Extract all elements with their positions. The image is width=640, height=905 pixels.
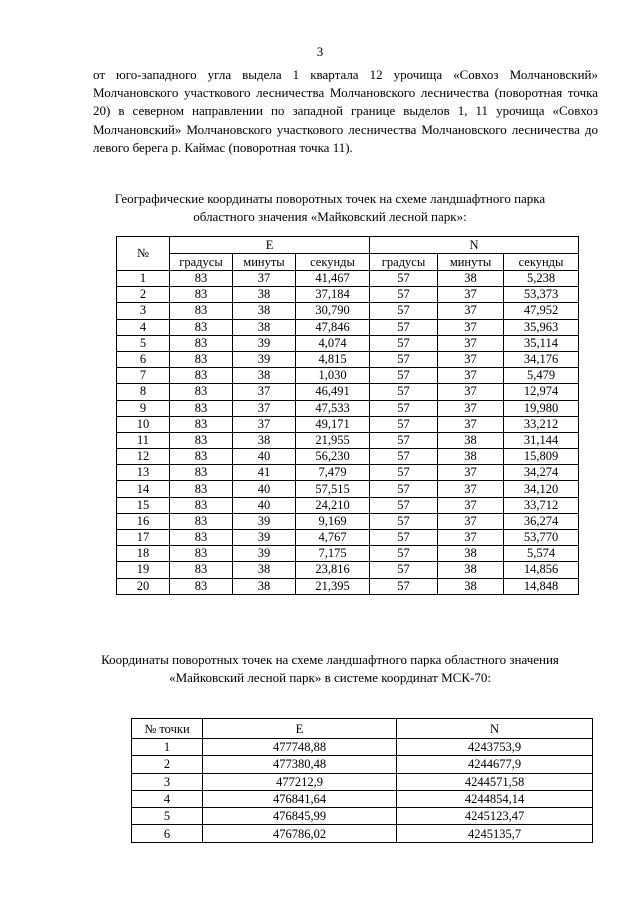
table-cell: 13 <box>117 465 170 481</box>
table-cell: 23,816 <box>296 562 370 578</box>
table-cell: 2 <box>117 287 170 303</box>
table-row <box>117 513 579 529</box>
table-cell: 38 <box>233 319 296 335</box>
table-cell: 83 <box>170 578 233 594</box>
table-row <box>117 530 579 546</box>
table-cell: 3 <box>132 773 203 790</box>
table-cell: 19,980 <box>504 400 579 416</box>
table-cell: 30,790 <box>296 303 370 319</box>
table-cell: 18 <box>117 546 170 562</box>
table-cell: 83 <box>170 416 233 432</box>
table-row <box>117 578 579 594</box>
sub-header-n-degrees: градусы <box>370 254 438 271</box>
table-cell: 37 <box>438 416 504 432</box>
table-cell: 12,974 <box>504 384 579 400</box>
table-cell: 37 <box>438 303 504 319</box>
table-cell: 57 <box>370 449 438 465</box>
table-cell: 7 <box>117 368 170 384</box>
table-row <box>132 825 593 842</box>
e-header: E <box>203 719 397 739</box>
table-cell: 38 <box>233 578 296 594</box>
table-cell: 37 <box>438 513 504 529</box>
table-row <box>117 319 579 335</box>
table-cell: 6 <box>117 351 170 367</box>
table-row <box>117 465 579 481</box>
table-cell: 11 <box>117 432 170 448</box>
table-cell: 39 <box>233 513 296 529</box>
table-cell: 37 <box>438 319 504 335</box>
table-cell: 37 <box>233 271 296 287</box>
table-cell: 53,373 <box>504 287 579 303</box>
body-paragraph: от юго-западного угла выдела 1 квартала 12 урочища «Совхоз Молчановский» Молчановского участкового лесничества Молчановского лесничества (поворотная точка 20) в северном направлении по западной границе выделов 1, 11 урочища «Совхоз Молчановский» Молчановского участкового лесничества Молчановского лесничества до левого берега р. Каймас (поворотная точка 11). <box>93 67 598 155</box>
table-cell: 9,169 <box>296 513 370 529</box>
sub-header-n-minutes: минуты <box>438 254 504 271</box>
table-cell: 12 <box>117 449 170 465</box>
table-cell: 8 <box>117 384 170 400</box>
table-row <box>132 773 593 790</box>
table-cell: 83 <box>170 335 233 351</box>
table-cell: 37 <box>233 416 296 432</box>
table-row <box>117 335 579 351</box>
table-cell: 57 <box>370 287 438 303</box>
table-cell: 57 <box>370 368 438 384</box>
table-cell: 38 <box>438 546 504 562</box>
table-row <box>117 562 579 578</box>
table-cell: 57 <box>370 351 438 367</box>
table-cell: 7,175 <box>296 546 370 562</box>
point-num-header: № точки <box>132 719 203 739</box>
table-cell: 14,848 <box>504 578 579 594</box>
table-cell: 83 <box>170 481 233 497</box>
table-cell: 37 <box>233 384 296 400</box>
table-cell: 83 <box>170 530 233 546</box>
table-cell: 40 <box>233 481 296 497</box>
table-cell: 83 <box>170 368 233 384</box>
table-cell: 83 <box>170 384 233 400</box>
table-cell: 36,274 <box>504 513 579 529</box>
table-row <box>132 808 593 825</box>
table-cell: 38 <box>233 368 296 384</box>
table-cell: 37 <box>438 530 504 546</box>
table-cell: 5,574 <box>504 546 579 562</box>
table-cell: 5 <box>132 808 203 825</box>
table-cell: 14 <box>117 481 170 497</box>
table-cell: 15,809 <box>504 449 579 465</box>
table-cell: 47,846 <box>296 319 370 335</box>
table-cell: 38 <box>438 432 504 448</box>
table-cell: 39 <box>233 546 296 562</box>
table-cell: 38 <box>233 287 296 303</box>
table-row <box>117 287 579 303</box>
table-cell: 35,114 <box>504 335 579 351</box>
table-cell: 57 <box>370 319 438 335</box>
table-cell: 39 <box>233 335 296 351</box>
table-cell: 83 <box>170 449 233 465</box>
table-cell: 57 <box>370 416 438 432</box>
table-cell: 40 <box>233 497 296 513</box>
table-cell: 16 <box>117 513 170 529</box>
table-cell: 57 <box>370 271 438 287</box>
table-cell: 83 <box>170 562 233 578</box>
table-cell: 35,963 <box>504 319 579 335</box>
table-cell: 34,274 <box>504 465 579 481</box>
table-cell: 57 <box>370 546 438 562</box>
table-cell: 37 <box>438 384 504 400</box>
table-cell: 2 <box>132 756 203 773</box>
table-cell: 5,238 <box>504 271 579 287</box>
table-cell: 14,856 <box>504 562 579 578</box>
sub-header-e-minutes: минуты <box>233 254 296 271</box>
table-row <box>117 271 579 287</box>
table-row <box>117 384 579 400</box>
table-cell: 38 <box>438 271 504 287</box>
table-cell: 57 <box>370 530 438 546</box>
table-cell: 476841,64 <box>203 790 397 807</box>
table-cell: 39 <box>233 351 296 367</box>
table-cell: 21,955 <box>296 432 370 448</box>
n-group-header: N <box>370 237 579 254</box>
table1-body <box>117 271 579 595</box>
table-row <box>117 546 579 562</box>
table-cell: 83 <box>170 303 233 319</box>
table-cell: 57 <box>370 562 438 578</box>
table-cell: 40 <box>233 449 296 465</box>
table-cell: 57 <box>370 335 438 351</box>
table-cell: 83 <box>170 465 233 481</box>
table-cell: 57 <box>370 465 438 481</box>
table-cell: 477748,88 <box>203 739 397 756</box>
sub-header-e-degrees: градусы <box>170 254 233 271</box>
table-cell: 46,491 <box>296 384 370 400</box>
table-cell: 83 <box>170 287 233 303</box>
table-cell: 49,171 <box>296 416 370 432</box>
table-cell: 7,479 <box>296 465 370 481</box>
table-cell: 83 <box>170 497 233 513</box>
table-cell: 38 <box>233 562 296 578</box>
table-cell: 9 <box>117 400 170 416</box>
table-row <box>117 481 579 497</box>
table-row <box>132 756 593 773</box>
table-cell: 83 <box>170 271 233 287</box>
table-cell: 4243753,9 <box>397 739 593 756</box>
table-cell: 37,184 <box>296 287 370 303</box>
table-cell: 3 <box>117 303 170 319</box>
table-row <box>117 432 579 448</box>
table-cell: 57 <box>370 400 438 416</box>
n-header: N <box>397 719 593 739</box>
table-cell: 38 <box>438 578 504 594</box>
table-cell: 38 <box>233 303 296 319</box>
table-cell: 57 <box>370 578 438 594</box>
geographic-coordinates-table <box>116 236 579 595</box>
table-cell: 477212,9 <box>203 773 397 790</box>
table-row <box>117 303 579 319</box>
table-row <box>132 739 593 756</box>
table-row <box>117 351 579 367</box>
table-row <box>117 400 579 416</box>
table-row <box>117 497 579 513</box>
sub-header-e-seconds: секунды <box>296 254 370 271</box>
table-cell: 1 <box>132 739 203 756</box>
table2-caption: Координаты поворотных точек на схеме ландшафтного парка областного значения «Майковский лесной парк» в системе координат МСК-70: <box>101 652 559 685</box>
table-cell: 33,712 <box>504 497 579 513</box>
table-cell: 39 <box>233 530 296 546</box>
table-cell: 4244571,58 <box>397 773 593 790</box>
table-cell: 4245135,7 <box>397 825 593 842</box>
table-cell: 5,479 <box>504 368 579 384</box>
table-cell: 41,467 <box>296 271 370 287</box>
table-cell: 19 <box>117 562 170 578</box>
table-cell: 4 <box>117 319 170 335</box>
num-header: № <box>117 237 170 271</box>
table-cell: 83 <box>170 513 233 529</box>
table-cell: 476786,02 <box>203 825 397 842</box>
table-row <box>117 416 579 432</box>
table-cell: 6 <box>132 825 203 842</box>
table-cell: 53,770 <box>504 530 579 546</box>
table-row <box>117 449 579 465</box>
table-cell: 5 <box>117 335 170 351</box>
table-cell: 57 <box>370 497 438 513</box>
table-cell: 10 <box>117 416 170 432</box>
table-cell: 4,767 <box>296 530 370 546</box>
table-cell: 83 <box>170 319 233 335</box>
table-cell: 1,030 <box>296 368 370 384</box>
table-cell: 57 <box>370 513 438 529</box>
table-cell: 57 <box>370 481 438 497</box>
table-cell: 83 <box>170 546 233 562</box>
sub-header-n-seconds: секунды <box>504 254 579 271</box>
table-cell: 17 <box>117 530 170 546</box>
table-cell: 37 <box>438 400 504 416</box>
table-cell: 21,395 <box>296 578 370 594</box>
table-cell: 41 <box>233 465 296 481</box>
table-cell: 83 <box>170 351 233 367</box>
table-cell: 4 <box>132 790 203 807</box>
table-cell: 33,212 <box>504 416 579 432</box>
table-cell: 38 <box>438 562 504 578</box>
table-cell: 4244677,9 <box>397 756 593 773</box>
table-cell: 37 <box>438 335 504 351</box>
table-cell: 476845,99 <box>203 808 397 825</box>
table-cell: 38 <box>233 432 296 448</box>
table-cell: 57,515 <box>296 481 370 497</box>
table-cell: 57 <box>370 303 438 319</box>
table-cell: 37 <box>438 368 504 384</box>
table-row <box>117 368 579 384</box>
table-cell: 37 <box>233 400 296 416</box>
table-cell: 31,144 <box>504 432 579 448</box>
table-cell: 83 <box>170 400 233 416</box>
table-cell: 15 <box>117 497 170 513</box>
table-cell: 1 <box>117 271 170 287</box>
table-cell: 34,120 <box>504 481 579 497</box>
table-cell: 34,176 <box>504 351 579 367</box>
table-cell: 37 <box>438 465 504 481</box>
msk70-coordinates-table <box>131 718 593 843</box>
table-cell: 83 <box>170 432 233 448</box>
table-cell: 37 <box>438 497 504 513</box>
table-cell: 47,533 <box>296 400 370 416</box>
table-cell: 24,210 <box>296 497 370 513</box>
table-cell: 47,952 <box>504 303 579 319</box>
table-cell: 4244854,14 <box>397 790 593 807</box>
table2-body <box>132 739 593 843</box>
table-cell: 37 <box>438 287 504 303</box>
table-cell: 37 <box>438 481 504 497</box>
table-cell: 20 <box>117 578 170 594</box>
table1-caption: Географические координаты поворотных точек на схеме ландшафтного парка областного значения «Майковский лесной парк»: <box>114 191 546 224</box>
table-cell: 37 <box>438 351 504 367</box>
table-cell: 4245123,47 <box>397 808 593 825</box>
table-row <box>132 790 593 807</box>
table-cell: 4,815 <box>296 351 370 367</box>
e-group-header: E <box>170 237 370 254</box>
page-number: 3 <box>316 44 324 59</box>
table-cell: 38 <box>438 449 504 465</box>
table-cell: 57 <box>370 384 438 400</box>
table-cell: 57 <box>370 432 438 448</box>
table-cell: 477380,48 <box>203 756 397 773</box>
table-cell: 4,074 <box>296 335 370 351</box>
table-cell: 56,230 <box>296 449 370 465</box>
